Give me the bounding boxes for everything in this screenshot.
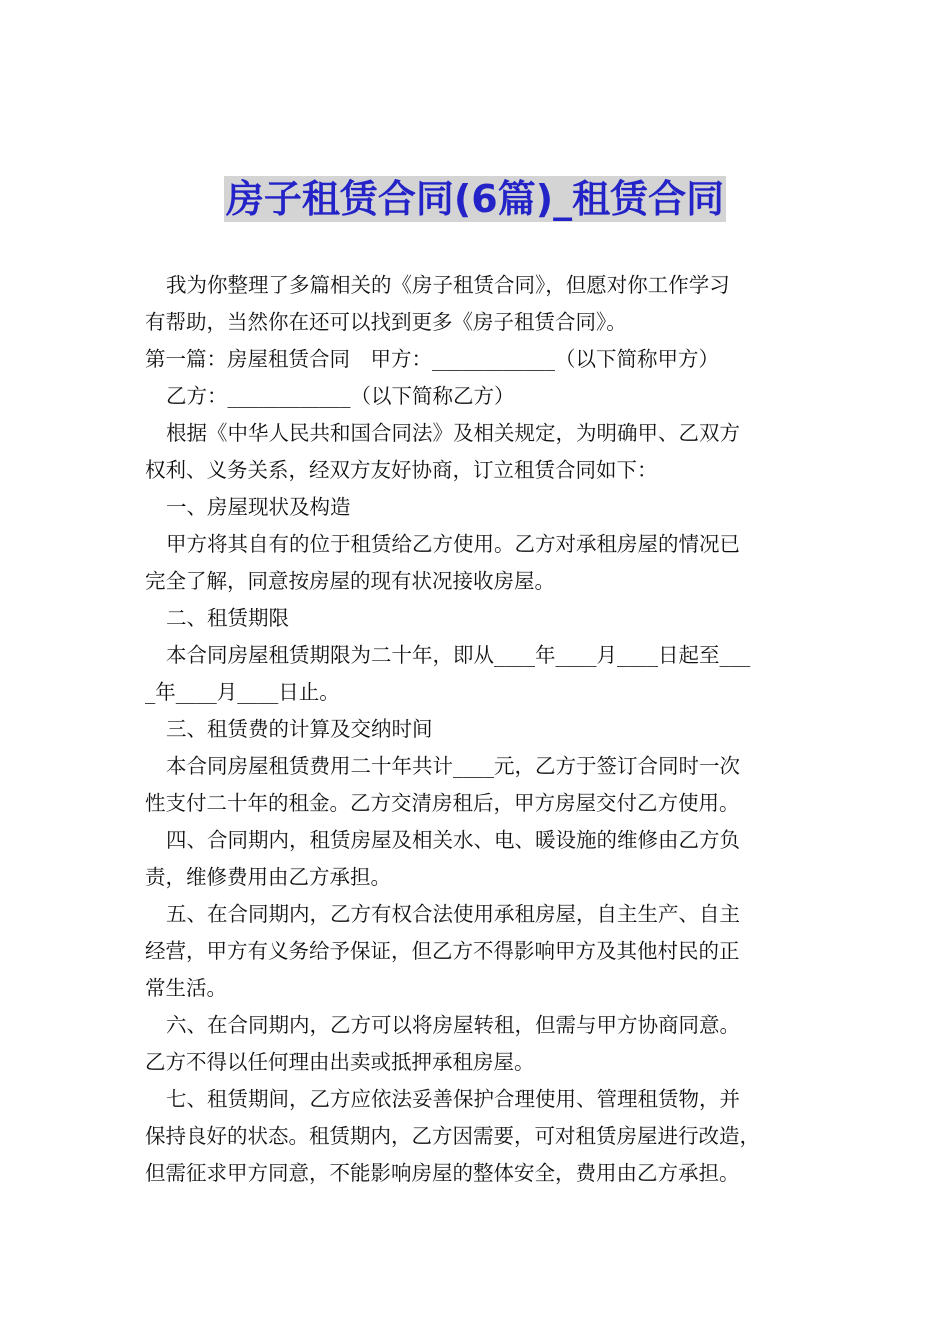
paragraph-line: 六、在合同期内，乙方可以将房屋转租，但需与甲方协商同意。	[166, 1013, 740, 1037]
document-body	[145, 267, 810, 1192]
paragraph-line: 四、合同期内，租赁房屋及相关水、电、暖设施的维修由乙方负	[166, 828, 740, 852]
paragraph-line: 五、在合同期内，乙方有权合法使用承租房屋，自主生产、自主	[166, 902, 740, 926]
paragraph-line: 第一篇：房屋租赁合同 甲方：____________（以下简称甲方）	[145, 347, 719, 371]
paragraph-line: _年____月____日止。	[145, 680, 340, 704]
paragraph-line: 权利、义务关系，经双方友好协商，订立租赁合同如下：	[145, 458, 658, 482]
section-heading: 二、租赁期限	[166, 606, 289, 630]
paragraph-line: 根据《中华人民共和国合同法》及相关规定，为明确甲、乙双方	[166, 421, 740, 445]
paragraph-line: 经营，甲方有义务给予保证，但乙方不得影响甲方及其他村民的正	[145, 939, 740, 963]
paragraph-line: 乙方不得以任何理由出卖或抵押承租房屋。	[145, 1050, 535, 1074]
section-heading: 一、房屋现状及构造	[166, 495, 351, 519]
paragraph-line: 责，维修费用由乙方承担。	[145, 865, 391, 889]
paragraph-line: 甲方将其自有的位于租赁给乙方使用。乙方对承租房屋的情况已	[166, 532, 740, 556]
paragraph-line: 有帮助，当然你在还可以找到更多《房子租赁合同》。	[145, 310, 627, 334]
paragraph-line: 我为你整理了多篇相关的《房子租赁合同》，但愿对你工作学习	[166, 273, 730, 297]
document-title: 房子租赁合同(6篇)_租赁合同	[225, 177, 725, 221]
section-heading: 三、租赁费的计算及交纳时间	[166, 717, 433, 741]
title-container	[0, 176, 950, 222]
paragraph-line: 本合同房屋租赁费用二十年共计____元，乙方于签订合同时一次	[166, 754, 740, 778]
paragraph-line: 保持良好的状态。租赁期内，乙方因需要，可对租赁房屋进行改造，	[145, 1124, 760, 1148]
paragraph-line: 性支付二十年的租金。乙方交清房租后，甲方房屋交付乙方使用。	[145, 791, 740, 815]
paragraph-line: 乙方：____________（以下简称乙方）	[166, 384, 515, 408]
paragraph-line: 完全了解，同意按房屋的现有状况接收房屋。	[145, 569, 555, 593]
paragraph-line: 本合同房屋租赁期限为二十年，即从____年____月____日起至___	[166, 643, 751, 667]
paragraph-line: 七、租赁期间，乙方应依法妥善保护合理使用、管理租赁物，并	[166, 1087, 740, 1111]
paragraph-line: 常生活。	[145, 976, 227, 1000]
paragraph-line: 但需征求甲方同意，不能影响房屋的整体安全，费用由乙方承担。	[145, 1161, 740, 1185]
